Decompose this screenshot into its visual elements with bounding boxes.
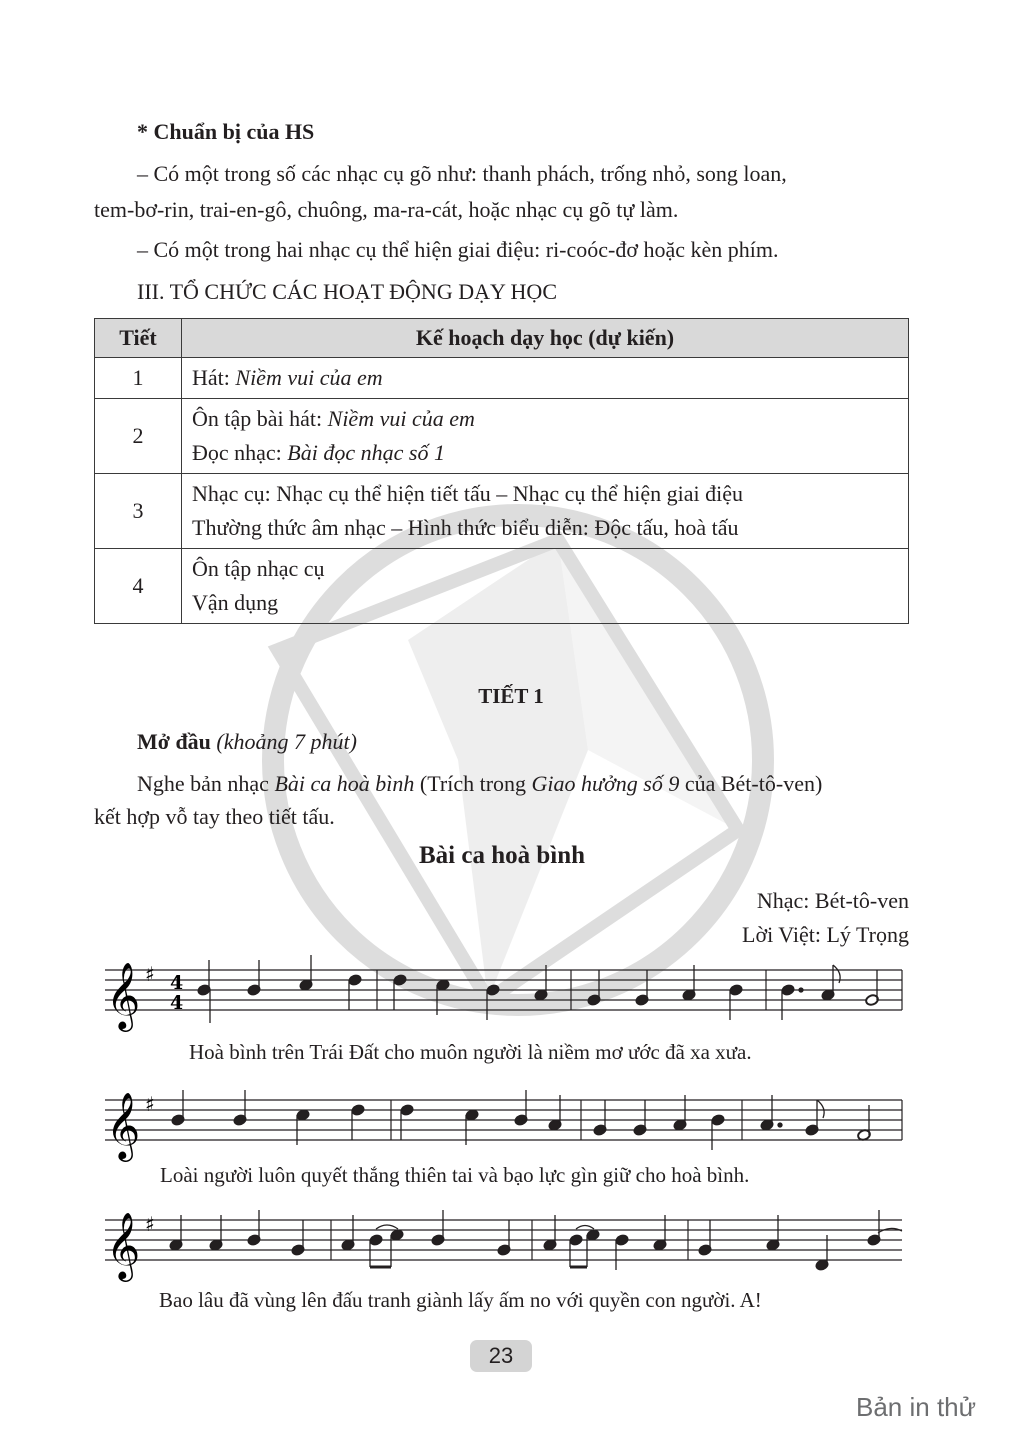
header-plan: Kế hoạch dạy học (dự kiến) (182, 319, 909, 358)
time-sig-top: 4 (170, 972, 184, 994)
music-staff-3 (100, 1205, 905, 1285)
lyrics-line-1: Hoà bình trên Trái Đất cho muôn người là niềm mơ ước đã xa xưa. (189, 1040, 752, 1064)
composer-credit: Nhạc: Bét-tô-ven (756, 888, 909, 913)
music-staff-2 (100, 1085, 905, 1165)
row-number: 1 (95, 358, 182, 399)
lyrics-line-2: Loài người luôn quyết thắng thiên tai và bạo lực gìn giữ cho hoà bình. (160, 1163, 750, 1187)
row-content: Nhạc cụ: Nhạc cụ thể hiện tiết tấu – Nhạc cụ thể hiện giai điệu Thường thức âm nhạc – Hình thức biểu diễn: Độc tấu, hoà tấu (182, 474, 909, 549)
table-header-row (95, 319, 909, 358)
prep-line1a: – Có một trong số các nhạc cụ gõ như: thanh phách, trống nhỏ, song loan, (137, 161, 787, 186)
sharp-icon: ♯ (145, 1212, 155, 1236)
row-number: 4 (95, 549, 182, 624)
treble-clef-icon: 𝄞 (106, 961, 141, 1029)
lyricist-credit: Lời Việt: Lý Trọng (742, 922, 909, 947)
row-content: Hát: Niềm vui của em (182, 358, 909, 399)
row-content: Ôn tập nhạc cụ Vận dụng (182, 549, 909, 624)
page-number: 23 (470, 1340, 532, 1372)
table-row (95, 474, 909, 549)
time-sig-bottom: 4 (170, 992, 184, 1014)
section-title: III. TỔ CHỨC CÁC HOẠT ĐỘNG DẠY HỌC (137, 279, 557, 304)
table-row (95, 358, 909, 399)
draft-label: Bản in thử (856, 1392, 977, 1422)
lyrics-line-3: Bao lâu đã vùng lên đấu tranh giành lấy ấm no với quyền con người. A! (159, 1288, 762, 1312)
header-period: Tiết (95, 319, 182, 358)
sharp-icon: ♯ (145, 1092, 155, 1116)
sharp-icon: ♯ (145, 962, 155, 986)
treble-clef-icon: 𝄞 (106, 1211, 141, 1279)
prep-line1b: tem-bơ-rin, trai-en-gô, chuông, ma-ra-cát, hoặc nhạc cụ gõ tự làm. (94, 197, 679, 222)
opening-line: Mở đầu (khoảng 7 phút) (137, 729, 357, 754)
table-row (95, 549, 909, 624)
music-staff-1 (100, 955, 905, 1035)
lesson-plan-table (94, 318, 909, 624)
intro-line2: kết hợp vỗ tay theo tiết tấu. (94, 804, 335, 829)
lesson-title: TIẾT 1 (478, 684, 544, 708)
treble-clef-icon: 𝄞 (106, 1091, 141, 1159)
intro-line1: Nghe bản nhạc Bài ca hoà bình (Trích trong Giao hưởng số 9 của Bét-tô-ven) (137, 771, 823, 796)
row-number: 3 (95, 474, 182, 549)
table-row (95, 399, 909, 474)
song-title: Bài ca hoà bình (418, 842, 586, 869)
prep-heading: * Chuẩn bị của HS (137, 119, 315, 144)
row-number: 2 (95, 399, 182, 474)
prep-line2: – Có một trong hai nhạc cụ thể hiện giai điệu: ri-coóc-đơ hoặc kèn phím. (137, 237, 779, 262)
row-content: Ôn tập bài hát: Niềm vui của em Đọc nhạc: Bài đọc nhạc số 1 (182, 399, 909, 474)
